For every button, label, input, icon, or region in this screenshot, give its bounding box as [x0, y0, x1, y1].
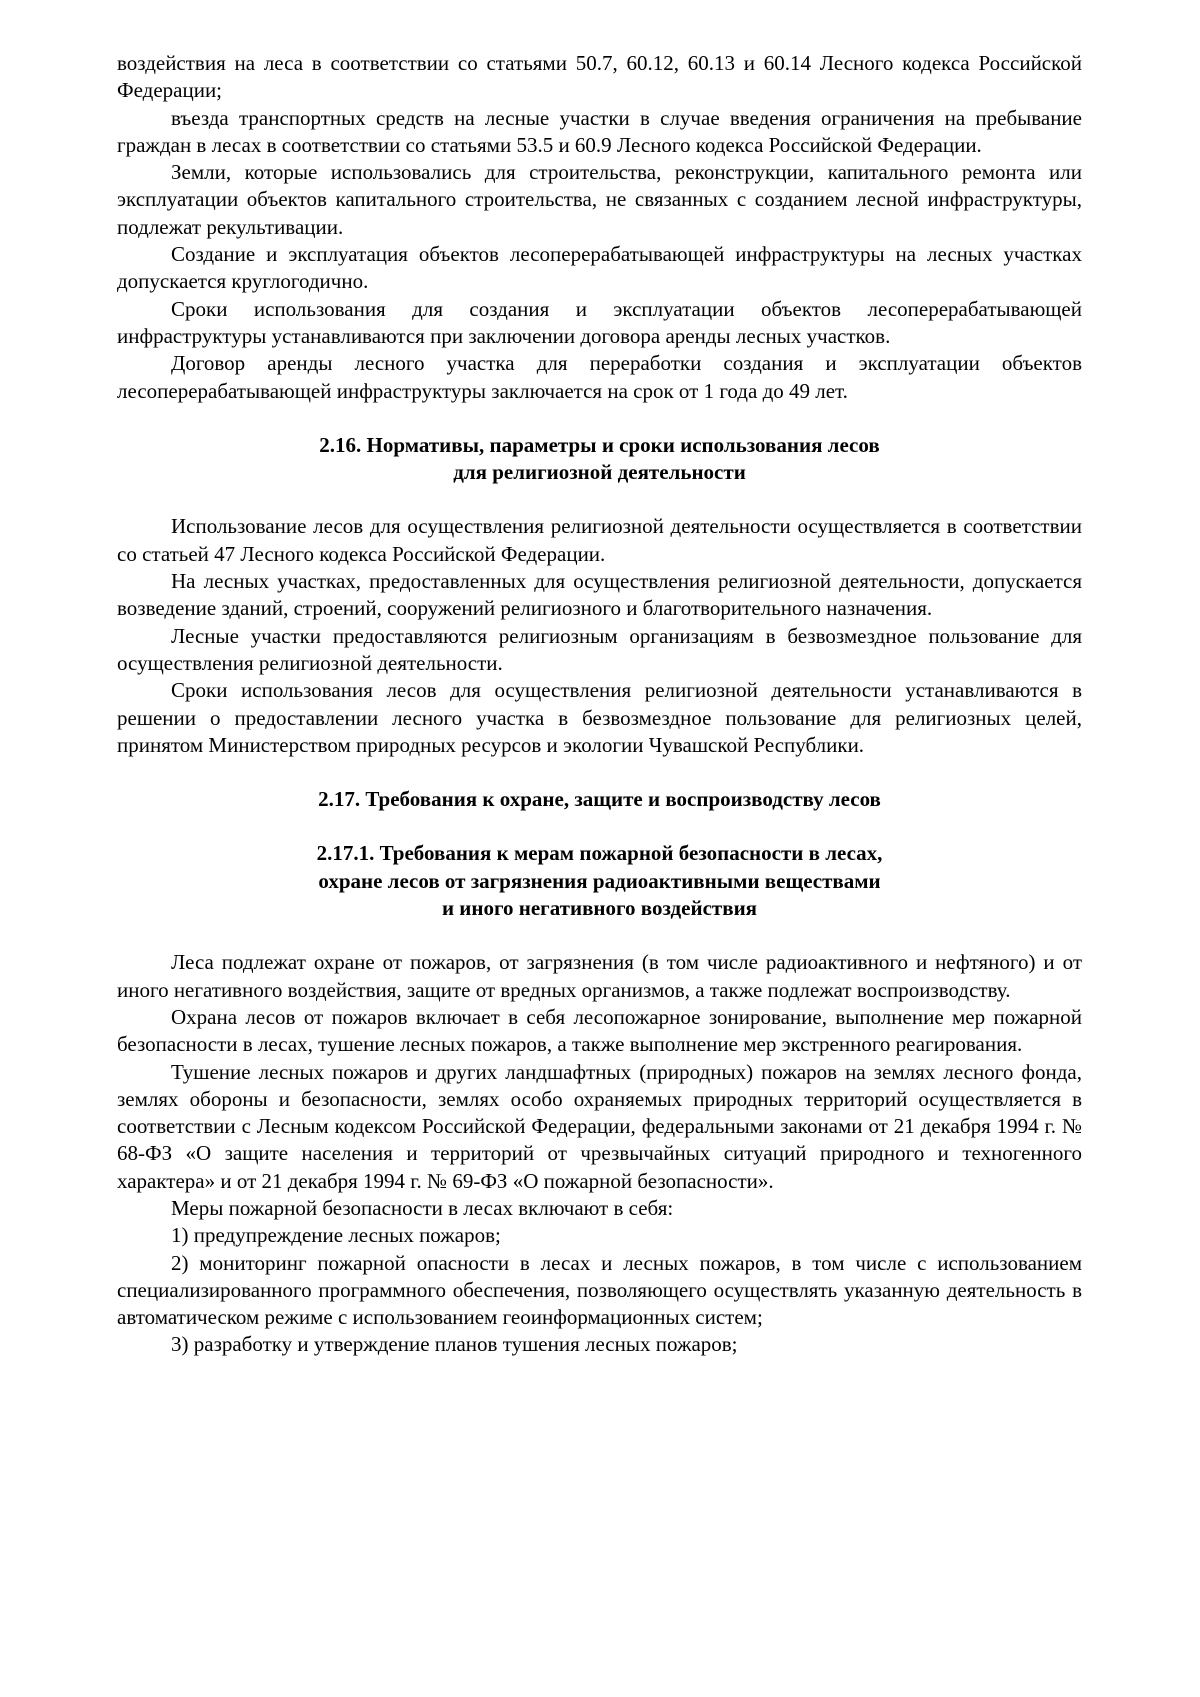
- paragraph: Меры пожарной безопасности в лесах включают в себя:: [171, 1195, 674, 1220]
- heading-line: охране лесов от загрязнения радиоактивными веществами: [318, 868, 881, 893]
- paragraph: Создание и эксплуатация объектов лесоперерабатывающей инфраструктуры на лесных участках допускается круглогодично.: [117, 242, 1082, 294]
- spacer: [117, 405, 1082, 432]
- section-2-17-1-body: [117, 949, 1082, 1358]
- list-item: 1) предупреждение лесных пожаров;: [171, 1223, 501, 1248]
- heading-line: 2.17. Требования к охране, защите и воспроизводству лесов: [318, 787, 881, 812]
- section-heading-2-16: [117, 432, 1082, 487]
- paragraph: Сроки использования для создания и эксплуатации объектов лесоперерабатывающей инфраструктуры устанавливаются при заключении договора аренды лесных участков.: [117, 296, 1082, 348]
- list-item: 3) разработку и утверждение планов тушения лесных пожаров;: [171, 1332, 738, 1357]
- heading-line: и иного негативного воздействия: [441, 896, 758, 921]
- paragraph: Сроки использования лесов для осуществления религиозной деятельности устанавливаются в решении о предоставлении лесного участка в безвозмездное пользование для религиозных целей, принятом Министерством природных ресурсов и экологии Чувашской Республики.: [117, 678, 1082, 757]
- spacer: [117, 922, 1082, 949]
- heading-line: для религиозной деятельности: [453, 460, 746, 485]
- paragraph: въезда транспортных средств на лесные участки в случае введения ограничения на пребывание граждан в лесах в соответствии со статьями 53.5 и 60.9 Лесного кодекса Российской Федерации.: [117, 105, 1082, 157]
- paragraph: На лесных участках, предоставленных для осуществления религиозной деятельности, допускается возведение зданий, строений, сооружений религиозного и благотворительного назначения.: [117, 569, 1082, 621]
- spacer: [117, 813, 1082, 840]
- heading-line: 2.16. Нормативы, параметры и сроки использования лесов: [319, 432, 880, 457]
- heading-line: 2.17.1. Требования к мерам пожарной безопасности в лесах,: [316, 841, 883, 866]
- paragraph: Использование лесов для осуществления религиозной деятельности осуществляется в соответствии со статьей 47 Лесного кодекса Российской Федерации.: [117, 514, 1082, 566]
- section-continued: [117, 50, 1082, 405]
- spacer: [117, 486, 1082, 513]
- list-item: 2) мониторинг пожарной опасности в лесах и лесных пожаров, в том числе с использованием специализированного программного обеспечения, позволяющего осуществлять указанную деятельность в автоматическом режиме с использованием геоинформационных систем;: [117, 1250, 1082, 1330]
- spacer: [117, 759, 1082, 786]
- paragraph: Тушение лесных пожаров и других ландшафтных (природных) пожаров на землях лесного фонда, землях обороны и безопасности, землях особо охраняемых природных территорий осуществляется в соответствии с Лесным кодексом Российской Федерации, федеральными законами от 21 декабря 1994 г. № 68-ФЗ «О защите населения и территорий от чрезвычайных ситуаций природного и техногенного характера» и от 21 декабря 1994 г. № 69-ФЗ «О пожарной безопасности».: [117, 1059, 1082, 1193]
- document-page: [117, 50, 1082, 1359]
- paragraph: Лесные участки предоставляются религиозным организациям в безвозмездное пользование для осуществления религиозной деятельности.: [117, 623, 1082, 675]
- paragraph: Земли, которые использовались для строительства, реконструкции, капитального ремонта или эксплуатации объектов капитального строительства, не связанных с созданием лесной инфраструктуры, подлежат рекультивации.: [117, 160, 1082, 239]
- paragraph: Охрана лесов от пожаров включает в себя лесопожарное зонирование, выполнение мер пожарной безопасности в лесах, тушение лесных пожаров, а также выполнение мер экстренного реагирования.: [117, 1004, 1082, 1057]
- paragraph: воздействия на леса в соответствии со статьями 50.7, 60.12, 60.13 и 60.14 Лесного кодекса Российской Федерации;: [117, 51, 1082, 103]
- section-2-16-body: [117, 513, 1082, 759]
- section-heading-2-17: [117, 786, 1082, 813]
- section-heading-2-17-1: [117, 840, 1082, 922]
- paragraph: Леса подлежат охране от пожаров, от загрязнения (в том числе радиоактивного и нефтяного) и от иного негативного воздействия, защите от вредных организмов, а также подлежат воспроизводству.: [117, 950, 1082, 1002]
- paragraph: Договор аренды лесного участка для переработки создания и эксплуатации объектов лесоперерабатывающей инфраструктуры заключается на срок от 1 года до 49 лет.: [117, 351, 1082, 403]
